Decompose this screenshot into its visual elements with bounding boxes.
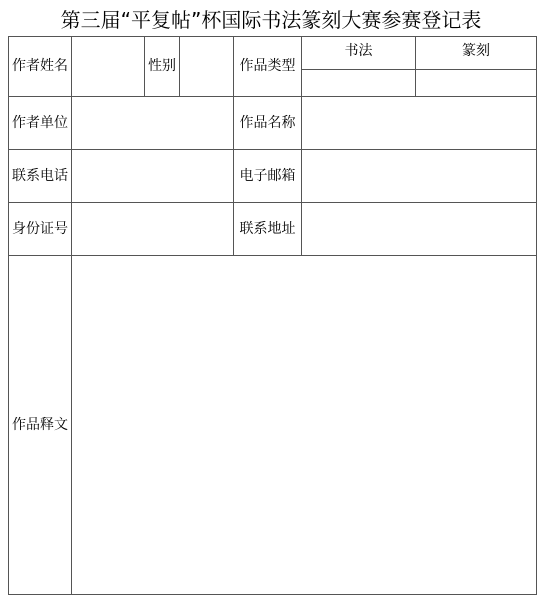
work-title-field[interactable]	[302, 97, 537, 150]
gender-field[interactable]	[180, 37, 234, 97]
phone-field[interactable]	[72, 150, 234, 203]
gender-label: 性别	[145, 37, 180, 97]
address-field[interactable]	[302, 203, 537, 256]
calligraphy-checkbox[interactable]	[302, 70, 416, 97]
id-number-label: 身份证号	[9, 203, 72, 256]
author-unit-field[interactable]	[72, 97, 234, 150]
registration-form-table	[8, 36, 537, 595]
work-text-field[interactable]	[72, 256, 537, 595]
address-label: 联系地址	[234, 203, 302, 256]
work-type-label: 作品类型	[234, 37, 302, 97]
calligraphy-header: 书法	[302, 37, 416, 70]
email-field[interactable]	[302, 150, 537, 203]
email-label: 电子邮箱	[234, 150, 302, 203]
form-title: 第三届“平复帖”杯国际书法篆刻大赛参赛登记表	[60, 8, 482, 32]
id-number-field[interactable]	[72, 203, 234, 256]
phone-label: 联系电话	[9, 150, 72, 203]
work-title-label: 作品名称	[234, 97, 302, 150]
author-name-field[interactable]	[72, 37, 145, 97]
seal-carving-header: 篆刻	[416, 37, 537, 70]
author-name-label: 作者姓名	[9, 37, 72, 97]
author-unit-label: 作者单位	[9, 97, 72, 150]
work-text-label: 作品释文	[9, 256, 72, 595]
seal-carving-checkbox[interactable]	[416, 70, 537, 97]
